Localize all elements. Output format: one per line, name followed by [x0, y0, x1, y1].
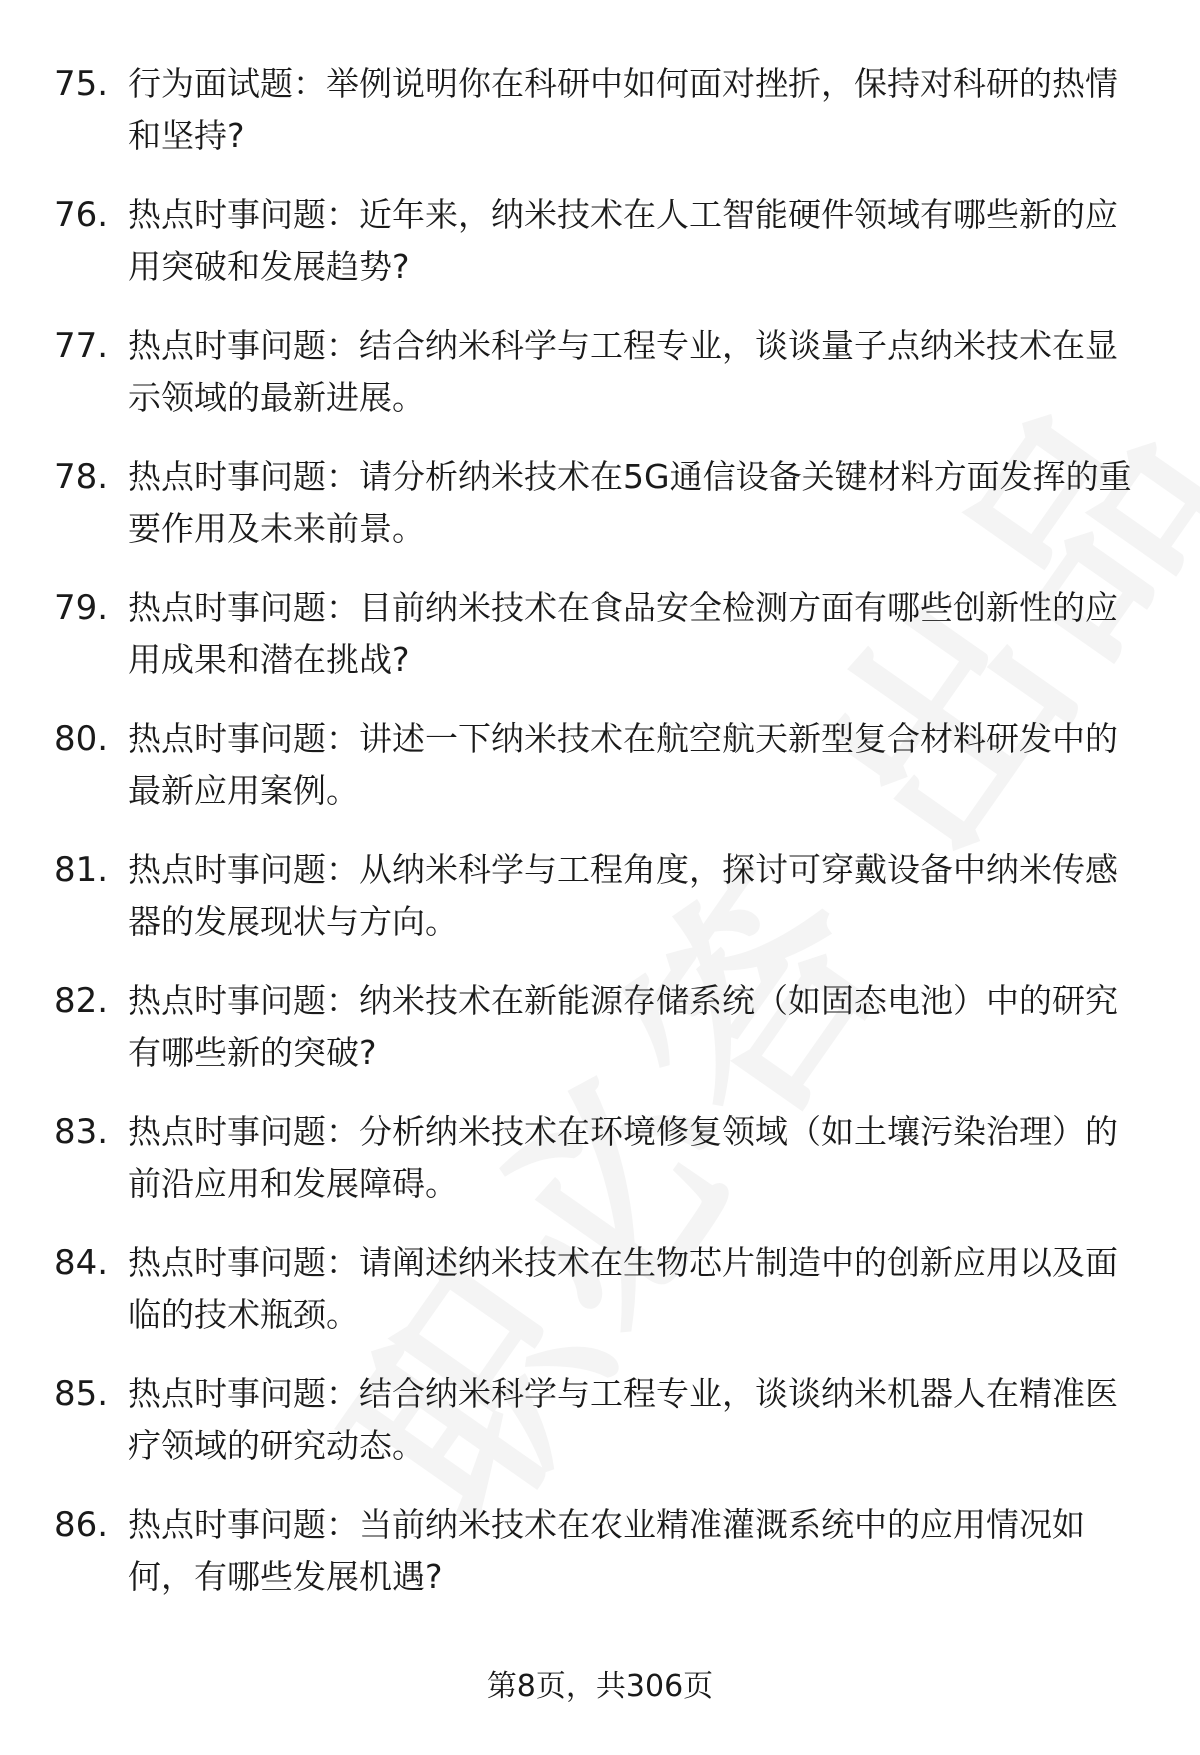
question-item-77 [0, 320, 1200, 451]
question-item-79 [0, 582, 1200, 713]
page-number: 第8页，共306页 [486, 1669, 714, 1704]
question-text: 热点时事问题：近年来，纳米技术在人工智能硬件领域有哪些新的应用突破和发展趋势? [128, 195, 1118, 286]
question-text: 热点时事问题：纳米技术在新能源存储系统（如固态电池）中的研究有哪些新的突破? [128, 981, 1118, 1072]
question-item-76 [0, 189, 1200, 320]
question-text: 热点时事问题：结合纳米科学与工程专业，谈谈纳米机器人在精准医疗领域的研究动态。 [128, 1374, 1118, 1465]
question-item-85 [0, 1368, 1200, 1499]
question-item-82 [0, 975, 1200, 1106]
question-number: 84. [54, 1243, 109, 1283]
question-number: 83. [54, 1112, 109, 1152]
question-text: 热点时事问题：从纳米科学与工程角度，探讨可穿戴设备中纳米传感器的发展现状与方向。 [128, 850, 1118, 941]
question-text: 行为面试题：举例说明你在科研中如何面对挫折，保持对科研的热情和坚持? [128, 64, 1118, 155]
question-item-78 [0, 451, 1200, 582]
question-item-75 [0, 58, 1200, 189]
question-number: 78. [54, 457, 109, 497]
question-number: 81. [54, 850, 109, 890]
question-number: 85. [54, 1374, 109, 1414]
question-text: 热点时事问题：当前纳米技术在农业精准灌溉系统中的应用情况如何，有哪些发展机遇? [128, 1505, 1085, 1596]
question-number: 76. [54, 195, 109, 235]
question-number: 86. [54, 1505, 109, 1545]
question-item-80 [0, 713, 1200, 844]
question-number: 75. [54, 64, 109, 104]
question-text: 热点时事问题：讲述一下纳米技术在航空航天新型复合材料研发中的最新应用案例。 [128, 719, 1118, 810]
question-number: 79. [54, 588, 109, 628]
question-text: 热点时事问题：请分析纳米技术在5G通信设备关键材料方面发挥的重要作用及未来前景。 [128, 457, 1132, 548]
question-number: 82. [54, 981, 109, 1021]
question-item-83 [0, 1106, 1200, 1237]
question-item-86 [0, 1499, 1200, 1630]
question-text: 热点时事问题：目前纳米技术在食品安全检测方面有哪些创新性的应用成果和潜在挑战? [128, 588, 1118, 679]
question-text: 热点时事问题：结合纳米科学与工程专业，谈谈量子点纳米技术在显示领域的最新进展。 [128, 326, 1118, 417]
question-number: 77. [54, 326, 109, 366]
question-item-84 [0, 1237, 1200, 1368]
question-text: 热点时事问题：分析纳米技术在环境修复领域（如土壤污染治理）的前沿应用和发展障碍。 [128, 1112, 1118, 1203]
question-number: 80. [54, 719, 109, 759]
question-list [0, 58, 1200, 1630]
question-item-81 [0, 844, 1200, 975]
question-text: 热点时事问题：请阐述纳米技术在生物芯片制造中的创新应用以及面临的技术瓶颈。 [128, 1243, 1118, 1334]
